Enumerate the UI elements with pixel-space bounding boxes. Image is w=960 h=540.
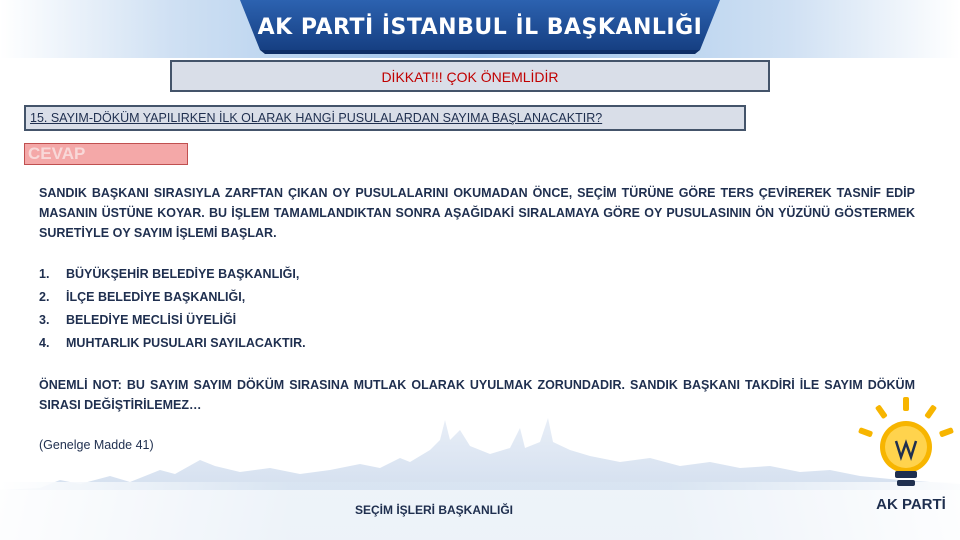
regulation-reference: (Genelge Madde 41) — [39, 438, 154, 452]
list-item-number: 4. — [39, 336, 50, 350]
notice-banner: DİKKAT!!! ÇOK ÖNEMLİDİR — [170, 60, 770, 92]
list-item — [39, 286, 915, 309]
list-item — [39, 332, 915, 355]
header-title: AK PARTİ İSTANBUL İL BAŞKANLIĞI — [257, 15, 703, 40]
list-item-text: MUHTARLIK PUSULARI SAYILACAKTIR. — [66, 336, 306, 350]
count-order-list — [39, 263, 915, 355]
list-item — [39, 263, 915, 286]
answer-label: CEVAP — [24, 143, 188, 165]
list-item-text: BÜYÜKŞEHİR BELEDİYE BAŞKANLIĞI, — [66, 267, 300, 281]
list-item-number: 3. — [39, 313, 50, 327]
list-item — [39, 309, 915, 332]
list-item-text: BELEDİYE MECLİSİ ÜYELİĞİ — [66, 313, 237, 327]
list-item-number: 1. — [39, 267, 50, 281]
logo-text: AK PARTİ — [876, 496, 946, 513]
list-item-text: İLÇE BELEDİYE BAŞKANLIĞI, — [66, 290, 246, 304]
footer-label: SEÇİM İŞLERİ BAŞKANLIĞI — [355, 503, 514, 517]
answer-content — [39, 183, 915, 468]
question-heading: 15. SAYIM-DÖKÜM YAPILIRKEN İLK OLARAK HANGİ PUSULALARDAN SAYIMA BAŞLANACAKTIR? — [24, 105, 746, 131]
answer-intro: SANDIK BAŞKANI SIRASIYLA ZARFTAN ÇIKAN OY PUSULALARINI OKUMADAN ÖNCE, SEÇİM TÜRÜNE GÖRE TERS ÇEVİREREK TASNİF EDİP MASANIN ÜSTÜNE KOYAR. BU İŞLEM TAMAMLANDIKTAN SONRA AŞAĞIDAKİ SIRALAMAYA GÖRE OY PUSULASININ ÖN YÜZÜNÜ GÖSTERMEK SURETİYLE OY SAYIM İŞLEMİ BAŞLAR. — [39, 186, 915, 240]
important-note: ÖNEMLİ NOT: BU SAYIM SAYIM DÖKÜM SIRASINA MUTLAK OLARAK UYULMAK ZORUNDADIR. SANDIK BAŞKANI TAKDİRİ İLE SAYIM DÖKÜM SIRASI DEĞİŞTİRİLEMEZ… — [39, 378, 915, 412]
list-item-number: 2. — [39, 290, 50, 304]
